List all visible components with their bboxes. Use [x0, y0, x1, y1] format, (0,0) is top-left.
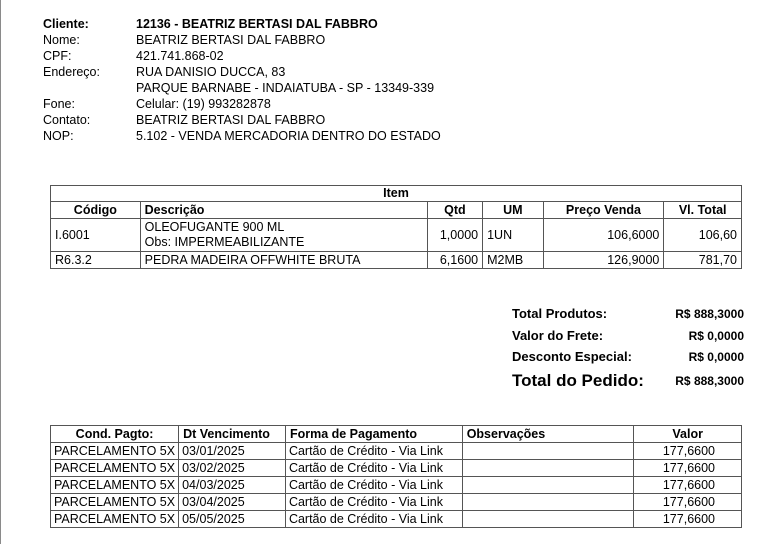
valor-frete-row	[512, 326, 744, 346]
client-label: Endereço:	[43, 65, 100, 79]
valor-frete-value: R$ 0,0000	[688, 329, 744, 343]
column-header: Observações	[462, 426, 634, 443]
column-header: Vl. Total	[664, 202, 742, 219]
total-produtos-row	[512, 304, 744, 324]
pay-forma: Cartão de Crédito - Via Link	[285, 443, 462, 460]
pay-cond: PARCELAMENTO 5X	[51, 494, 179, 511]
column-header: UM	[483, 202, 543, 219]
item-obs: Obs: IMPERMEABILIZANTE	[144, 235, 305, 249]
pay-dt: 03/04/2025	[179, 494, 286, 511]
item-codigo: I.6001	[51, 219, 141, 252]
item-total: 781,70	[664, 252, 742, 269]
table-row	[51, 477, 742, 494]
item-um: M2MB	[483, 252, 543, 269]
table-row	[51, 494, 742, 511]
table-row	[51, 219, 742, 252]
item-preco: 106,6000	[543, 219, 664, 252]
pay-obs	[462, 494, 634, 511]
left-border-line	[0, 0, 1, 544]
desconto-especial-row	[512, 347, 744, 367]
pay-valor: 177,6600	[634, 460, 742, 477]
pay-cond: PARCELAMENTO 5X	[51, 477, 179, 494]
table-row	[51, 511, 742, 528]
table-row	[51, 460, 742, 477]
pay-forma: Cartão de Crédito - Via Link	[285, 494, 462, 511]
total-pedido-label: Total do Pedido:	[512, 371, 644, 390]
pay-obs	[462, 443, 634, 460]
pay-cond: PARCELAMENTO 5X	[51, 443, 179, 460]
client-label: NOP:	[43, 129, 74, 143]
pay-valor: 177,6600	[634, 494, 742, 511]
items-table	[50, 185, 742, 269]
pay-valor: 177,6600	[634, 511, 742, 528]
pay-cond: PARCELAMENTO 5X	[51, 511, 179, 528]
items-caption-row	[51, 186, 742, 202]
pay-obs	[462, 477, 634, 494]
column-header: Preço Venda	[543, 202, 664, 219]
client-label: CPF:	[43, 49, 72, 63]
column-header: Código	[51, 202, 141, 219]
pay-cond: PARCELAMENTO 5X	[51, 460, 179, 477]
total-produtos-label: Total Produtos:	[512, 306, 608, 321]
pay-obs	[462, 460, 634, 477]
items-header-row	[51, 202, 742, 219]
valor-frete-label: Valor do Frete:	[512, 328, 604, 343]
client-value: BEATRIZ BERTASI DAL FABBRO	[136, 113, 326, 127]
client-value: 12136 - BEATRIZ BERTASI DAL FABBRO	[136, 17, 378, 31]
client-value: 421.741.868-02	[136, 49, 224, 63]
client-value: PARQUE BARNABE - INDAIATUBA - SP - 13349-339	[136, 81, 435, 95]
column-header: Forma de Pagamento	[285, 426, 462, 443]
items-caption: Item	[51, 186, 742, 202]
item-qtd: 6,1600	[427, 252, 482, 269]
pay-dt: 05/05/2025	[179, 511, 286, 528]
pay-valor: 177,6600	[634, 477, 742, 494]
pay-dt: 04/03/2025	[179, 477, 286, 494]
item-um: 1UN	[483, 219, 543, 252]
item-qtd: 1,0000	[427, 219, 482, 252]
pay-dt: 03/01/2025	[179, 443, 286, 460]
client-value: RUA DANISIO DUCCA, 83	[136, 65, 286, 79]
column-header: Qtd	[427, 202, 482, 219]
pay-forma: Cartão de Crédito - Via Link	[285, 477, 462, 494]
client-label: Contato:	[43, 113, 91, 127]
total-pedido-row	[512, 371, 744, 391]
client-value: Celular: (19) 993282878	[136, 97, 271, 111]
column-header: Dt Vencimento	[179, 426, 286, 443]
total-produtos-value: R$ 888,3000	[675, 307, 744, 321]
client-value: BEATRIZ BERTASI DAL FABBRO	[136, 33, 326, 47]
table-row	[51, 443, 742, 460]
pay-forma: Cartão de Crédito - Via Link	[285, 511, 462, 528]
pay-forma: Cartão de Crédito - Via Link	[285, 460, 462, 477]
column-header: Cond. Pagto:	[51, 426, 179, 443]
payments-table	[50, 425, 742, 528]
desconto-especial-value: R$ 0,0000	[688, 350, 744, 364]
item-preco: 126,9000	[543, 252, 664, 269]
client-label: Nome:	[43, 33, 80, 47]
desconto-especial-label: Desconto Especial:	[512, 349, 632, 364]
pay-dt: 03/02/2025	[179, 460, 286, 477]
column-header: Valor	[634, 426, 742, 443]
pay-obs	[462, 511, 634, 528]
client-value: 5.102 - VENDA MERCADORIA DENTRO DO ESTADO	[136, 129, 441, 143]
pay-valor: 177,6600	[634, 443, 742, 460]
table-row	[51, 252, 742, 269]
total-pedido-value: R$ 888,3000	[675, 374, 744, 388]
item-descricao-text: PEDRA MADEIRA OFFWHITE BRUTA	[140, 252, 427, 269]
payments-header-row	[51, 426, 742, 443]
client-label: Cliente:	[43, 17, 89, 31]
column-header: Descrição	[140, 202, 427, 219]
client-label: Fone:	[43, 97, 75, 111]
item-codigo: R6.3.2	[51, 252, 141, 269]
item-descricao-text: OLEOFUGANTE 900 ML	[144, 220, 285, 234]
item-total: 106,60	[664, 219, 742, 252]
item-descricao	[140, 219, 427, 252]
